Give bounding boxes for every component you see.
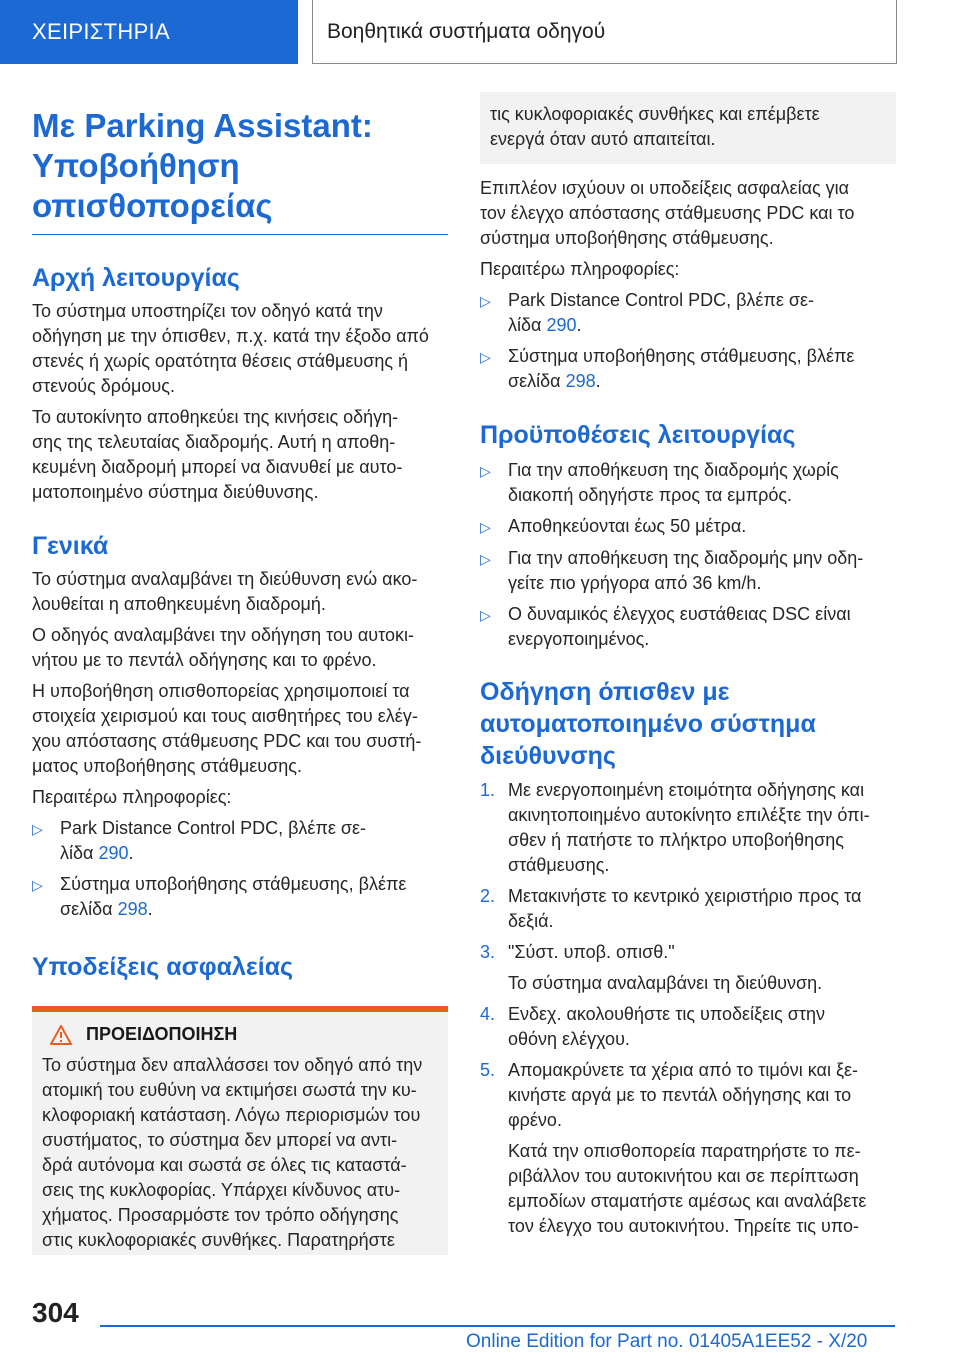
triangle-right-icon: ▷	[480, 293, 491, 309]
text-line: Το σύστημα αναλαμβάνει τη διεύθυνση ενώ ακο-	[32, 569, 418, 589]
general-paragraph-3	[32, 679, 448, 779]
reference-list	[32, 816, 448, 922]
text-line: Με ενεργοποιημένη ετοιμότητα οδήγησης και	[508, 780, 865, 800]
list-item-text	[508, 514, 746, 540]
page-number: 304	[32, 1297, 79, 1328]
text-line: ενεργοποιημένος.	[508, 629, 650, 649]
page-title-line: οπισθοπορείας	[32, 187, 273, 224]
safety-paragraph	[480, 176, 896, 251]
step-text	[508, 1058, 866, 1239]
text-line: ματοποιημένο σύστημα διεύθυνσης.	[32, 482, 319, 502]
list-item	[480, 458, 896, 508]
text-line: ακινητοποιημένο αυτοκίνητο επιλέξτε την όπι-	[508, 805, 870, 825]
text-line: σύστημα υποβοήθησης στάθμευσης.	[480, 228, 774, 248]
text-line: Ενδεχ. ακολουθήστε τις υποδείξεις στην	[508, 1004, 826, 1024]
text-line: Park Distance Control PDC, βλέπε σε-	[60, 818, 367, 838]
text-line: ματος υποβοήθησης στάθμευσης.	[32, 756, 302, 776]
text-line: κλοφοριακή κατάσταση. Λόγω περιορισμών του	[42, 1105, 421, 1125]
list-item-text	[508, 458, 839, 508]
warning-text	[42, 1053, 438, 1253]
requirements-heading: Προϋποθέσεις λειτουργίας	[480, 421, 796, 449]
triangle-right-icon: ▷	[480, 463, 491, 479]
general-paragraph-1	[32, 567, 448, 617]
text-line: λίδα	[508, 315, 547, 335]
page-title-line: Με Parking Assistant:	[32, 107, 373, 144]
heading-line: Οδήγηση όπισθεν με	[480, 678, 730, 706]
text-line: κευμένη διαδρομή μπορεί να διανυθεί με αυτο-	[32, 457, 403, 477]
text-line: Ο οδηγός αναλαμβάνει την οδήγηση του αυτοκι-	[32, 625, 414, 645]
text-line: "Σύστ. υποβ. οπισθ."	[508, 942, 675, 962]
heading-line: αυτοματοποιημένο σύστημα	[480, 710, 816, 738]
triangle-right-icon: ▷	[480, 349, 491, 365]
text-line: Το σύστημα υποστηρίζει τον οδηγό κατά την	[32, 301, 383, 321]
section-tab-label: ΧΕΙΡΙΣΤΗΡΙΑ	[32, 19, 170, 44]
warning-triangle-icon	[50, 1025, 72, 1045]
text-line: Η υποβοήθηση οπισθοπορείας χρησιμοποιεί τα	[32, 681, 410, 701]
step-item	[480, 1002, 896, 1052]
text-line: δεξιά.	[508, 911, 554, 931]
text-line: Σύστημα υποβοήθησης στάθμευσης, βλέπε	[508, 346, 855, 366]
text-line: στάθμευσης.	[508, 855, 610, 875]
list-item-text	[508, 288, 814, 338]
left-column	[32, 92, 448, 1255]
text-line: δρά αυτόνομα και σωστά σε όλες τις καταστά-	[42, 1155, 407, 1175]
step-text	[508, 778, 870, 878]
right-column	[480, 92, 896, 1239]
text-line: ενεργά όταν αυτό απαιτείται.	[490, 129, 716, 149]
text-line: ατομική του ευθύνη να εκτιμήσει σωστά την κυ-	[42, 1080, 417, 1100]
list-item-text	[60, 816, 366, 866]
text-line: στενές ή χωρίς ορατότητα θέσεις στάθμευσης ή	[32, 351, 409, 371]
text-line: στις κυκλοφοριακές συνθήκες. Παρατηρήστε	[42, 1230, 395, 1250]
text-line: τον έλεγχο απόστασης στάθμευσης PDC και το	[480, 203, 855, 223]
principle-paragraph-1	[32, 299, 448, 399]
more-info-label: Περαιτέρω πληροφορίες:	[32, 787, 232, 807]
list-item-text	[508, 546, 863, 596]
step-number: 5.	[480, 1060, 496, 1080]
principle-paragraph-2	[32, 405, 448, 505]
text-line: σης της τελευταίας διαδρομής. Αυτή η αποθη-	[32, 432, 396, 452]
triangle-right-icon: ▷	[32, 821, 43, 837]
text-line: Για την αποθήκευση της διαδρομής μην οδη-	[508, 548, 864, 568]
text-line: σελίδα	[60, 899, 118, 919]
text-line: νήτου με το πεντάλ οδήγησης και το φρένο.	[32, 650, 377, 670]
step-number: 1.	[480, 780, 496, 800]
warning-title	[42, 1024, 438, 1045]
text-line: σεις της κυκλοφορίας. Υπάρχει κίνδυνος ατυ-	[42, 1180, 401, 1200]
punctuation: .	[576, 315, 582, 335]
list-item	[32, 816, 448, 866]
step-text	[508, 884, 861, 934]
list-item	[480, 546, 896, 596]
section-tab[interactable]	[0, 0, 298, 64]
step-note: τον έλεγχο του αυτοκινήτου. Τηρείτε τις υπο-	[508, 1216, 859, 1236]
triangle-right-icon: ▷	[480, 551, 491, 567]
text-line: κινήστε αργά με το πεντάλ οδήγησης και το	[508, 1085, 852, 1105]
general-paragraph-2	[32, 623, 448, 673]
text-line: φρένο.	[508, 1110, 562, 1130]
step-item	[480, 778, 896, 878]
step-number: 2.	[480, 886, 496, 906]
step-number: 3.	[480, 942, 496, 962]
edition-info: Online Edition for Part no. 01405A1EE52 - X/20	[466, 1331, 868, 1352]
text-line: οθόνη ελέγχου.	[508, 1029, 630, 1049]
step-note: Κατά την οπισθοπορεία παρατηρήστε το πε-	[508, 1141, 861, 1161]
triangle-right-icon: ▷	[32, 877, 43, 893]
text-line: τις κυκλοφοριακές συνθήκες και επέμβετε	[490, 104, 820, 124]
footer-divider	[100, 1325, 895, 1327]
safety-heading: Υποδείξεις ασφαλείας	[32, 953, 294, 981]
text-line: γείτε πιο γρήγορα από 36 km/h.	[508, 573, 762, 593]
text-line: Για την αποθήκευση της διαδρομής χωρίς	[508, 460, 839, 480]
step-number: 4.	[480, 1004, 496, 1024]
text-line: συστήματος, το σύστημα δεν μπορεί να αντι-	[42, 1130, 398, 1150]
text-line: σθεν ή πατήστε το πλήκτρο υποβοήθησης	[508, 830, 844, 850]
step-note: εμποδίων σταματήστε αμέσως και αναλάβετε	[508, 1191, 867, 1211]
step-text	[508, 940, 822, 996]
heading-line: διεύθυνσης	[480, 742, 616, 770]
list-item-text	[60, 872, 406, 922]
step-item	[480, 940, 896, 996]
text-line: Απομακρύνετε τα χέρια από το τιμόνι και ξε-	[508, 1060, 859, 1080]
step-item	[480, 884, 896, 934]
page-link[interactable]: 290	[546, 315, 577, 335]
text-line: Επιπλέον ισχύουν οι υποδείξεις ασφαλείας για	[480, 178, 850, 198]
punctuation: .	[595, 371, 601, 391]
list-item	[480, 514, 896, 540]
text-line: Μετακινήστε το κεντρικό χειριστήριο προς τα	[508, 886, 862, 906]
triangle-right-icon: ▷	[480, 519, 491, 535]
text-line: Αποθηκεύονται έως 50 μέτρα.	[508, 516, 747, 536]
list-item	[480, 288, 896, 338]
text-line: χήματος. Προσαρμόστε τον τρόπο οδήγησης	[42, 1205, 399, 1225]
requirements-list	[480, 458, 896, 652]
list-item	[32, 872, 448, 922]
text-line: Park Distance Control PDC, βλέπε σε-	[508, 290, 815, 310]
warning-title-text: ΠΡΟΕΙΔΟΠΟΙΗΣΗ	[86, 1024, 238, 1044]
warning-box-continued	[480, 92, 896, 164]
text-line: οδήγηση με την όπισθεν, π.χ. κατά την έξοδο από	[32, 326, 429, 346]
step-text	[508, 1002, 825, 1052]
text-line: λίδα	[60, 843, 99, 863]
punctuation: .	[128, 843, 134, 863]
page-link[interactable]: 290	[98, 843, 129, 863]
chapter-title-label: Βοηθητικά συστήματα οδηγού	[327, 19, 606, 43]
page-title	[32, 106, 448, 235]
page-link[interactable]: 298	[565, 371, 596, 391]
text-line: Το αυτοκίνητο αποθηκεύει της κινήσεις οδήγη-	[32, 407, 399, 427]
chapter-title	[312, 0, 897, 64]
general-heading: Γενικά	[32, 532, 109, 560]
reference-list	[480, 288, 896, 394]
principle-heading: Αρχή λειτουργίας	[32, 264, 240, 292]
steps-list	[480, 778, 896, 1239]
list-item	[480, 602, 896, 652]
page-title-line: Υποβοήθηση	[32, 147, 240, 184]
text-line: διακοπή οδηγήστε προς τα εμπρός.	[508, 485, 793, 505]
triangle-right-icon: ▷	[480, 607, 491, 623]
list-item	[480, 344, 896, 394]
warning-text-continued	[490, 102, 886, 152]
text-line: Σύστημα υποβοήθησης στάθμευσης, βλέπε	[60, 874, 407, 894]
more-info-label: Περαιτέρω πληροφορίες:	[480, 259, 680, 279]
text-line: Ο δυναμικός έλεγχος ευστάθειας DSC είναι	[508, 604, 851, 624]
step-note: ριβάλλον του αυτοκινήτου και σε περίπτωση	[508, 1166, 859, 1186]
step-item	[480, 1058, 896, 1239]
page-link[interactable]: 298	[117, 899, 148, 919]
text-line: λουθείται η αποθηκευμένη διαδρομή.	[32, 594, 326, 614]
text-line: σελίδα	[508, 371, 566, 391]
step-note: Το σύστημα αναλαμβάνει τη διεύθυνση.	[508, 973, 823, 993]
text-line: Το σύστημα δεν απαλλάσσει τον οδηγό από την	[42, 1055, 423, 1075]
list-item-text	[508, 344, 854, 394]
reverse-heading	[480, 676, 896, 772]
text-line: στενούς δρόμους.	[32, 376, 175, 396]
punctuation: .	[147, 899, 153, 919]
list-item-text	[508, 602, 851, 652]
warning-box	[32, 1012, 448, 1255]
text-line: χου απόστασης στάθμευσης PDC και του συστή-	[32, 731, 422, 751]
text-line: στοιχεία χειρισμού και τους αισθητήρες του ελέγ-	[32, 706, 418, 726]
